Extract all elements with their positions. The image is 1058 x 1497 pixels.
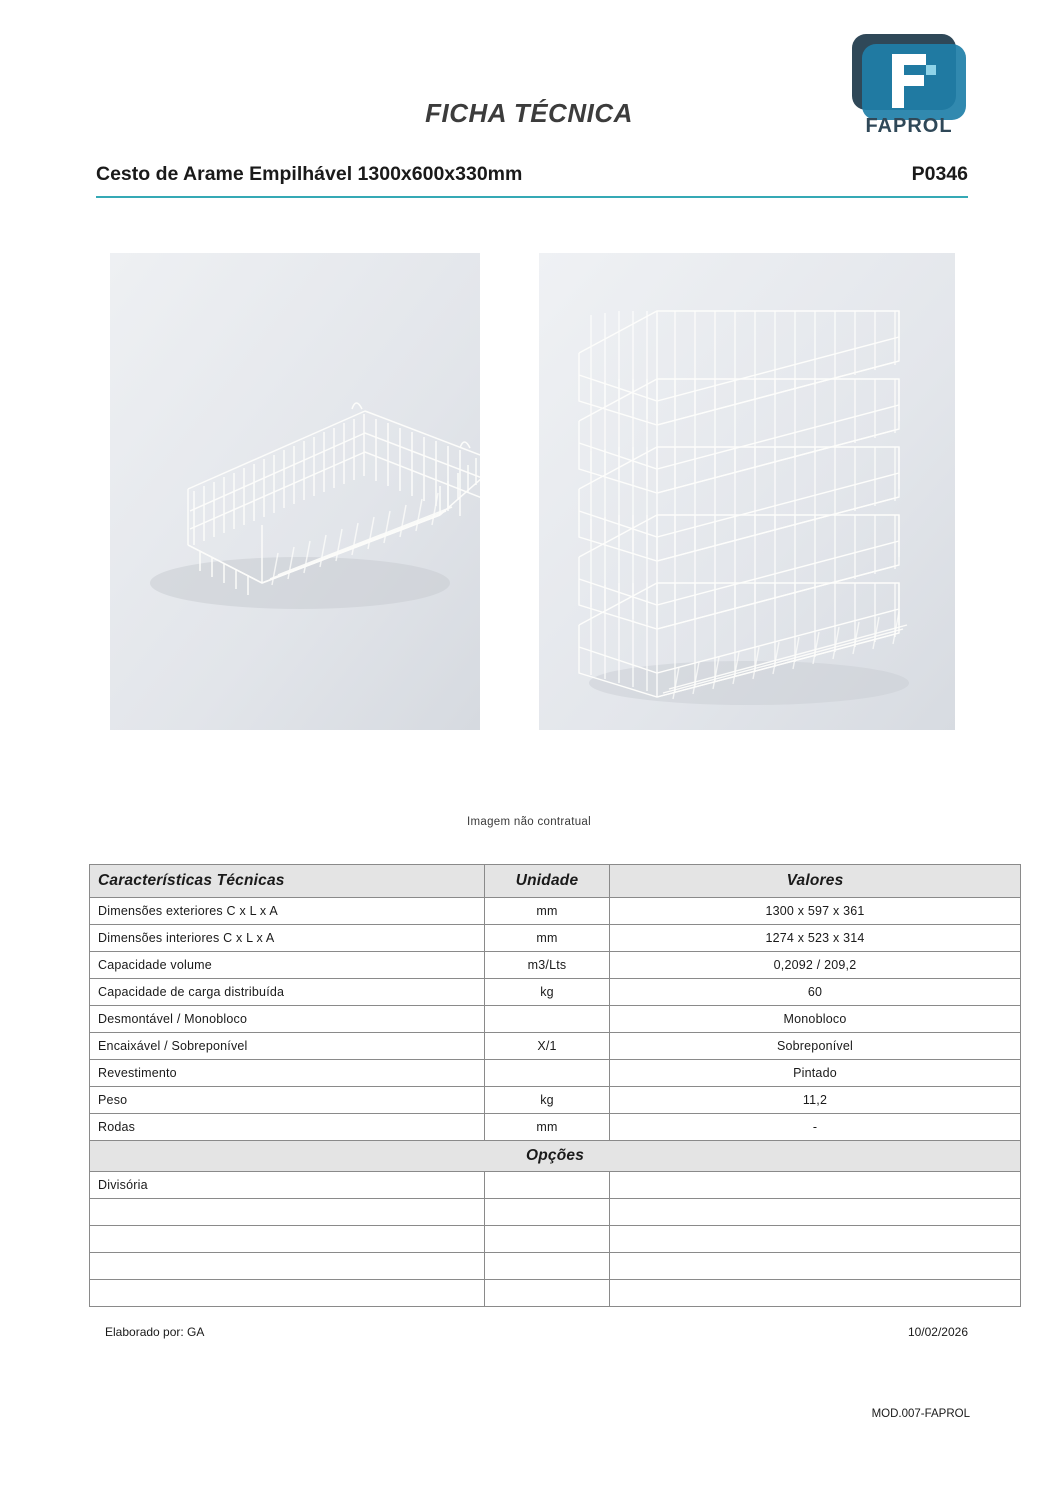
option-feature — [90, 1280, 485, 1307]
row-value: Pintado — [610, 1060, 1021, 1087]
table-row — [90, 979, 1021, 1006]
product-image-stacked — [539, 253, 955, 730]
row-value: Sobreponível — [610, 1033, 1021, 1060]
options-header: Opções — [90, 1141, 1021, 1172]
row-unit: mm — [485, 898, 610, 925]
option-unit — [485, 1199, 610, 1226]
row-feature: Revestimento — [90, 1060, 485, 1087]
product-header — [96, 163, 968, 186]
row-unit: mm — [485, 1114, 610, 1141]
row-feature: Capacidade volume — [90, 952, 485, 979]
row-unit: X/1 — [485, 1033, 610, 1060]
row-feature: Encaixável / Sobreponível — [90, 1033, 485, 1060]
row-value: 0,2092 / 209,2 — [610, 952, 1021, 979]
header-values: Valores — [610, 865, 1021, 898]
option-value — [610, 1172, 1021, 1199]
row-value: Monobloco — [610, 1006, 1021, 1033]
svg-text:FAPROL: FAPROL — [865, 115, 953, 137]
row-feature: Capacidade de carga distribuída — [90, 979, 485, 1006]
table-row — [90, 1006, 1021, 1033]
row-feature: Desmontável / Monobloco — [90, 1006, 485, 1033]
row-unit: kg — [485, 979, 610, 1006]
table-row — [90, 1280, 1021, 1307]
option-unit — [485, 1253, 610, 1280]
row-value: 60 — [610, 979, 1021, 1006]
option-value — [610, 1199, 1021, 1226]
row-value: - — [610, 1114, 1021, 1141]
row-value: 1300 x 597 x 361 — [610, 898, 1021, 925]
table-row — [90, 1172, 1021, 1199]
product-title: Cesto de Arame Empilhável 1300x600x330mm — [96, 163, 523, 185]
option-unit — [485, 1226, 610, 1253]
row-feature: Rodas — [90, 1114, 485, 1141]
table-row — [90, 898, 1021, 925]
table-row — [90, 925, 1021, 952]
document-title: FICHA TÉCNICA — [425, 98, 633, 128]
option-unit — [485, 1280, 610, 1307]
table-row — [90, 1087, 1021, 1114]
row-value: 1274 x 523 x 314 — [610, 925, 1021, 952]
footer-mod-code: MOD.007-FAPROL — [871, 1408, 970, 1420]
product-image-single — [110, 253, 480, 730]
specifications-table — [89, 864, 1021, 1307]
header-characteristics: Características Técnicas — [90, 865, 485, 898]
option-value — [610, 1280, 1021, 1307]
option-feature — [90, 1253, 485, 1280]
table-row — [90, 1199, 1021, 1226]
footer-author: Elaborado por: GA — [105, 1325, 205, 1339]
table-row — [90, 1253, 1021, 1280]
option-feature — [90, 1199, 485, 1226]
row-unit: mm — [485, 925, 610, 952]
option-value — [610, 1253, 1021, 1280]
option-feature: Divisória — [90, 1172, 485, 1199]
row-feature: Dimensões interiores C x L x A — [90, 925, 485, 952]
table-row — [90, 1226, 1021, 1253]
options-header-row — [90, 1141, 1021, 1172]
header-unit: Unidade — [485, 865, 610, 898]
option-feature — [90, 1226, 485, 1253]
title-divider — [96, 196, 968, 198]
row-feature: Peso — [90, 1087, 485, 1114]
table-row — [90, 952, 1021, 979]
table-row — [90, 1060, 1021, 1087]
row-unit: m3/Lts — [485, 952, 610, 979]
row-feature: Dimensões exteriores C x L x A — [90, 898, 485, 925]
table-row — [90, 1114, 1021, 1141]
image-caption: Imagem não contratual — [467, 816, 591, 828]
row-unit — [485, 1060, 610, 1087]
product-code: P0346 — [911, 163, 968, 185]
option-unit — [485, 1172, 610, 1199]
option-value — [610, 1226, 1021, 1253]
footer-date: 10/02/2026 — [907, 1325, 968, 1339]
table-header-row — [90, 865, 1021, 898]
table-row — [90, 1033, 1021, 1060]
row-value: 11,2 — [610, 1087, 1021, 1114]
row-unit — [485, 1006, 610, 1033]
row-unit: kg — [485, 1087, 610, 1114]
